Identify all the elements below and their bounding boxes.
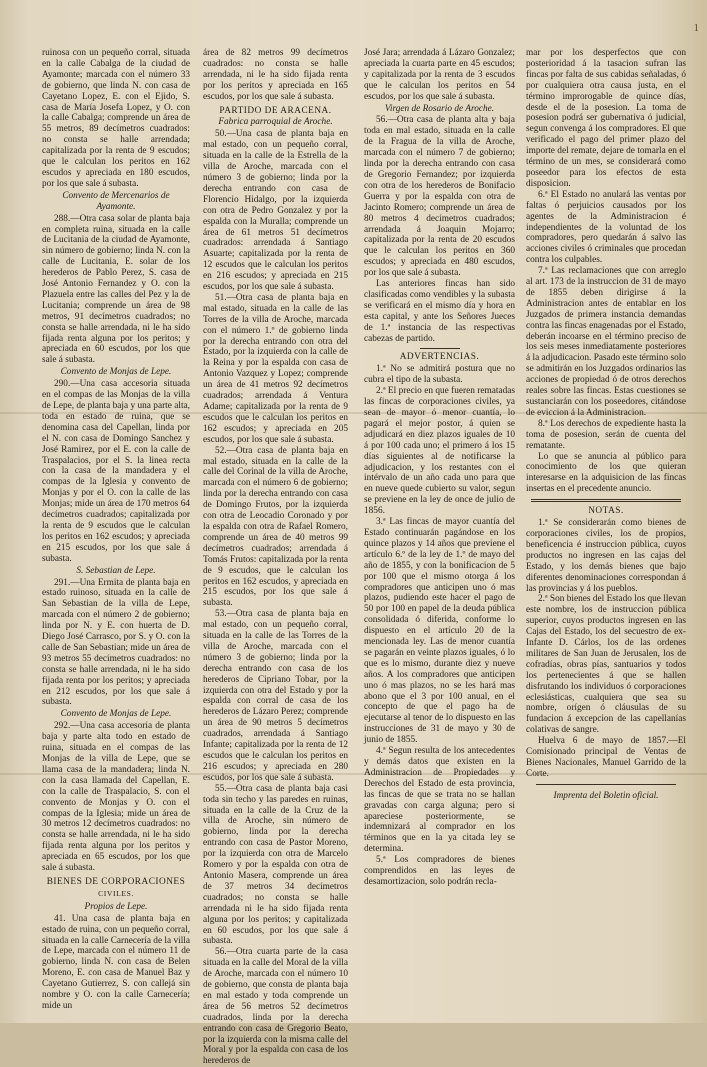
paragraph: 2.ª El precio en que fueren rematadas las fincas de corporaciones civiles, ya sean de mayor ó menor cuantía, lo pagará el mejor postor, á quien se adjudicará en diez plazos iguales de 10 á por 100 cada uno; el primero á los 15 días siguientes al de notificarse la adjudicacion, y los restantes con el intérvalo de un año cada uno para que en nueve quede cubierto su valor, segun se previene en la ley de once de julio de 1856. (364, 386, 515, 517)
column-3 (364, 48, 515, 888)
paragraph: 4.ª Segun resulta de los antecedentes y demás datos que existen en la Administracion de Propiedades y Derechos del Estado de esta provincia, las fincas de que se trata no se hallan gravadas con carga alguna; pero si apareciese posteriormente, se indemnizará al comprador en los términos que en la ya citada ley se determina. (364, 746, 515, 855)
heading-caps: NOTAS. (588, 506, 624, 517)
paragraph: 3.ª Las fincas de mayor cuantía del Estado continuarán pagándose en los quince plazos y 14 años que previene el artículo 6.º de la ley de 1.º de mayo del año de 1855, y con la bonificacion de 5 por 100 que el mismo otorga á los compradores que anticipen uno ó mas plazos, pudiendo este hacer el pago de 50 por 100 en papel de la deuda pública consolidada ó diferida, conforme lo dispuesto en el artículo 20 de la mencionada ley. Las de menor cuantía se pagarán en veinte plazos iguales, ó lo que es lo mismo, durante diez y nueve años. A los compradores que anticipen uno ó mas plazos, no se les hará mas abono que el 3 por 100 anual, en el concepto de que el pago ha de ejecutarse al tenor de lo dispuesto en las instrucciones de 31 de mayo y 30 de junio de 1855. (364, 517, 515, 746)
column-2 (203, 48, 348, 1067)
section-heading: Convento de Monjas de Lepe. (60, 709, 172, 720)
paragraph: 288.—Otra casa solar de planta baja en completa ruina, situada en la calle de Lucitania de la ciudad de Ayamonte, sin número de gobierno; linda N. con la calle de Lucitania, E. solar de los herederos de Pablo Perez, S. casa de José Antonio Fernandez y O. con la Plazuela entre las calles del Pez y la de Lucitania; comprende un área de 98 metros, 91 decímetros cuadrados; no consta se halle arrendada, ni le ha sido fijada renta alguna por los peritos; y apreciada en 60 escudos, por los que sale á subasta. (42, 213, 190, 366)
section-heading: Fabrica parroquial de Aroche. (218, 117, 333, 128)
heading-caps: PARTIDO DE ARACENA. (219, 105, 332, 116)
section-heading: Propios de Lepe. (84, 901, 148, 912)
paragraph: Huelva 6 de mayo de 1857.—El Comisionado principal de Ventas de Bienes Nacionales, Manuel Garrido de la Corte. (526, 736, 686, 779)
section-heading: Convento de Mercenarios de Ayamonte. (62, 190, 170, 212)
paragraph: 56.—Otra casa de planta alta y baja toda en mal estado, situada en la calle de la Fragua de la villa de Aroche, marcada con el número 7 de gobierno; linda por la derecha entrando con casa de Gregorio Fernandez; por izquierda con otra de los herederos de Bonifacio Guerra y por la espalda con otra de Jacinto Romero; comprende un área de 80 metros 4 decímetros cuadrados; arrendada á Joaquin Mojarro; capitalizada por la renta de 20 escudos que le calculan los peritos en 360 escudos; y apreciada en 480 escudos, por los que sale á subasta. (364, 115, 515, 279)
paragraph: 51.—Otra casa de planta baja en mal estado, situada en la calle de las Torres de la villa de Aroche, marcada con el número 1.º de gobierno linda por la derecha entrando con otra del Estado, por la izquierda con la calle de la Reina y por la espalda con casa de Antonio Vazquez y Lopez; comprende un área de 41 metros 92 decímetros cuadrados; arrendada á Ventura Adame; capitalizada por la renta de 9 escudos que le calculan los peritos en 162 escudos; y apreciada en 205 escudos, por los que sale á subasta. (203, 292, 348, 445)
paragraph: 55.—Otra casa de planta baja casi toda sin techo y las paredes en ruinas, situada en la calle de la Cruz de la villa de Aroche, sin número de gobierno, linda por la derecha entrando con casa de Pastor Moreno, por la izquierda con otra de Marcelo Romero y por la espalda con otra de Antonio Masera, comprende un área de 37 metros 34 decímetros cuadrados; no consta se halle arrendada ni le ha sido fijada renta alguna por los peritos; y capitalizada en 60 escudos, por los que sale á subasta. (203, 783, 348, 947)
paragraph: 290.—Una casa accesoria situada en el compas de las Monjas de la villa de Lepe, de planta baja y una parte alta, toda en estado de ruina, que se denomina casa del Capellan, linda por el N. con casa de Domingo Sanchez y José Ramirez, por el E. con la calle de Traspalacios, por el S. la linea recta con la casa de la mandadera y el compas de la Iglesia y convento de Monjas y por el O. con la calle de las Monjas; mide un área de 170 metros 64 decímetros cuadrados; capitalizada por la renta de 9 escudos que le calculan los peritos en 162 escudos; y apreciada en 215 escudos, por los que sale á subasta. (42, 379, 190, 564)
paragraph: Las anteriores fincas han sido clasificadas como vendibles y la subasta se verificará en el mismo día y hora en esta capital, y ante los Señores Jueces de 1.ª instancia de las respectivas cabezas de partido. (364, 279, 515, 344)
paragraph: 292.—Una casa accesoria de planta baja y parte alta todo en estado de ruina, situada en el compas de las Monjas de la villa de Lepe, que se llama casa de la mandadera; linda N. con la casa llamada del Capellan, E. con la calle de Traspalacio, S. con el convento de Monjas y O. con el compas de la Iglesia; mide un área de 30 metros 12 decímetros cuadrados: no consta se halle arrendada, ni le ha sido fijada renta alguna por los peritos y apreciada en 65 escudos, por los que sale á subasta. (42, 721, 190, 874)
paragraph: 6.ª El Estado no anulará las ventas por faltas ó perjuicios causados por los agentes de la Administracion é independientes de la voluntad de los compradores, pero quedarán á salvo las acciones civiles ó criminales que procedan contra los culpables. (526, 189, 686, 266)
section-heading: S. Sebastian de Lepe. (76, 565, 156, 576)
paragraph: 41. Una casa de planta baja en estado de ruina, con un pequeño corral, situada en la calle Carnecería de la villa de Lepe, marcada con el número 11 de gobierno, linda N. con casa de Belen Moreno, E. con casa de Manuel Baz y Cayetano Gutierrez, S. con callejá sin nombre y O. con la calle Carnecería; mide un (42, 913, 190, 1011)
page-mark: 1 (693, 22, 699, 34)
paragraph: 1.ª No se admitirá postura que no cubra el tipo de la subasta. (364, 364, 515, 386)
paragraph: 53.—Otra casa de planta baja en mal estado, con un pequeño corral, situada en la calle de las Torres de la villa de Aroche, marcada con el número 3 de gobierno; linda por la derecha entrando con casa de los herederos de Cipriano Tobar, por la izquierda con otra del Estado y por la espalda con corral de casa de los herederos de Lázaro Perez; comprende un área de 90 metros 5 decímetros cuadrados, arrendada á Santiago Infante; capitalizada por la renta de 12 escudos que le calculan los peritos en 216 escudos; y apreciada en 280 escudos, por los que sale á subasta. (203, 609, 348, 783)
printer-imprint: Imprenta del Boletin oficial. (553, 790, 659, 801)
rule-divider (420, 348, 460, 349)
paragraph: 8.ª Los derechos de expediente hasta la toma de posesion, serán de cuenta del rematante. (526, 418, 686, 451)
paragraph: mar por los desperfectos que con posterioridad á la tasacion sufran las fincas por falta de sus cabidas señaladas, ó por cualquiera otra causa justa, en el término improrogable de quince días, desde el de la posesion. La toma de posesion podrá ser gubernativa ó judicial, segun convenga á los compradores. El que verificado el pago del primer plazo del importe del remate, dejare de tomarla en el término de un mes, se considerará como poseedor para los efectos de esta disposicion. (526, 48, 686, 189)
paragraph: área de 82 metros 99 decímetros cuadrados: no consta se halle arrendada, ni le ha sido fijada renta por los peritos y apreciada en 165 escudos, por los que sale á subasta. (203, 48, 348, 102)
heading-caps: ADVERTENCIAS. (399, 352, 480, 363)
paragraph: 56.—Otra cuarta parte de la casa situada en la calle del Moral de la villa de Aroche, marcada con el número 10 de gobierno, que consta de planta baja en mal estado y toda comprende un área de 56 metros 52 decímetros cuadrados, linda por la derecha entrando con casa de Gregorio Beato, por la izquierda con la misma calle del Moral y por la espalda con casa de los herederos de (203, 947, 348, 1067)
heading-caps: BIENES DE CORPORACIONES (46, 876, 186, 887)
column-4 (526, 48, 686, 802)
paragraph: 1.ª Se considerarán como bienes de corporaciones civiles, los de propios, beneficencia é instruccion pública, cuyos productos no ingresen en las cajas del Estado, y los demás bienes que bajo diferentes denominaciones correspondan á las provincias y á los pueblos. (526, 518, 686, 594)
paragraph: 7.ª Las reclamaciones que con arreglo al art. 173 de la instruccion de 31 de mayo de 1855 deben dirigirse á la Administracion antes de entablar en los Juzgados de primera instancia demandas contra las fincas enagenadas por el Estado, deberán incoarse en el término preciso de los seis meses inmediatamente posteriores á la adjudicacion. Pasado este término solo se admitirán en los Juzgados ordinarios las acciones de propiedad ó de otros derechos reales sobre las fincas. Estas cuestiones se sustanciarán con los poseedores, citándose de eviccion á la Administracion. (526, 266, 686, 418)
paragraph: 5.ª Los compradores de bienes comprendidos en las leyes de desamortizacion, solo podrán recla- (364, 855, 515, 887)
paragraph: José Jara; arrendada á Lázaro Gonzalez; apreciada la cuarta parte en 45 escudos; y capitalizada por la renta de 3 escudos que le calculan los peritos en 54 escudos, por los que sale á subasta. (364, 48, 515, 102)
subheading-caps: CIVILES. (98, 888, 134, 898)
double-rule-divider (531, 499, 681, 502)
section-heading: Convento de Monjas de Lepe. (60, 367, 172, 378)
paragraph: Lo que se anuncia al público para conocimiento de los que quieran interesarse en la adquisicion de las fincas insertas en el precedente anuncio. (526, 451, 686, 495)
rule-divider (536, 784, 676, 785)
column-1 (42, 48, 190, 1012)
paragraph: 50.—Una casa de planta baja en mal estado, con un pequeño corral, situada en la calle de la Estrella de la villa de Aroche, marcada con el número 3 de gobierno; linda por la derecha entrando con casa de Florencio Hidalgo, por la izquierda con otra de Pedro Gonzalez y por la espalda con la Muralla; comprende un área de 61 metros 51 decímetros cuadrados: arrendada á Santiago Asuarte; capitalizada por la renta de 12 escudos que le calculan los peritos en 216 escudos; y apreciada en 215 escudos, por los que sale á subasta. (203, 129, 348, 293)
section-heading: Virgen de Rosario de Aroche. (384, 103, 495, 114)
paragraph: ruinosa con un pequeño corral, situada en la calle Cabalga de la ciudad de Ayamonte; marcada con el número 33 de gobierno, que linda N. con casa de Cayetano Lopez, E. con el Ejido, S. casa de María Josefa Lopez, y O. con la calle Cabalga; comprende un área de 55 metros, 89 decímetros cuadrados: no consta se halle arrendada; capitalizada por la renta de 9 escudos; que le calculan los peritos en 162 escudos y apreciada en 180 escudos, por los que sale á subasta. (42, 48, 190, 189)
paragraph: 2.ª Son bienes del Estado los que llevan este nombre, los de instruccion pública superior, cuyos productos ingresen en las Cajas del Estado, los del secuestro de ex-Infante D. Cárlos, los de las ordenes militares de San Juan de Jerusalen, los de cofradías, obras pías, santuarios y todos los pertenecientes á que se hallen disfrutando los individuos ó corporaciones eclesiásticas, cualquiera que sea su nombre, orígen ó cláusulas de su fundacion á excepcion de las capellanías colativas de sangre. (526, 594, 686, 736)
paragraph: 52.—Otra casa de planta baja en mal estado, situada en la calle de la calle del Corinal de la villa de Aroche, marcada con el número 6 de gobierno; linda por la derecha entrando con casa de Domingo Frutos, por la izquierda con otra de Leocadio Coronado y por la espalda con otra de Rafael Romero, comprende un área de 40 metros 99 decímetros cuadrados; arrendada á Tomás Frutos: capitalizada por la renta de 9 escudos, que le calculan los peritos en 162 escudos, y apreciada en 215 escudos, por los que sale á subasta. (203, 445, 348, 609)
paragraph: 291.—Una Ermita de planta baja en estado ruinoso, situada en la calle de San Sebastian de la villa de Lepe, marcada con el número 2 de gobierno; linda por N. y E. con huerta de D. Diego José Carrasco, por S. y O. con la calle de San Sebastian; mide un área de 93 metros 55 decímetros cuadrados: no consta se halle arrendada, ni le ha sido fijada renta por los peritos; y apreciada en 212 escudos, por los que sale á subasta. (42, 577, 190, 708)
